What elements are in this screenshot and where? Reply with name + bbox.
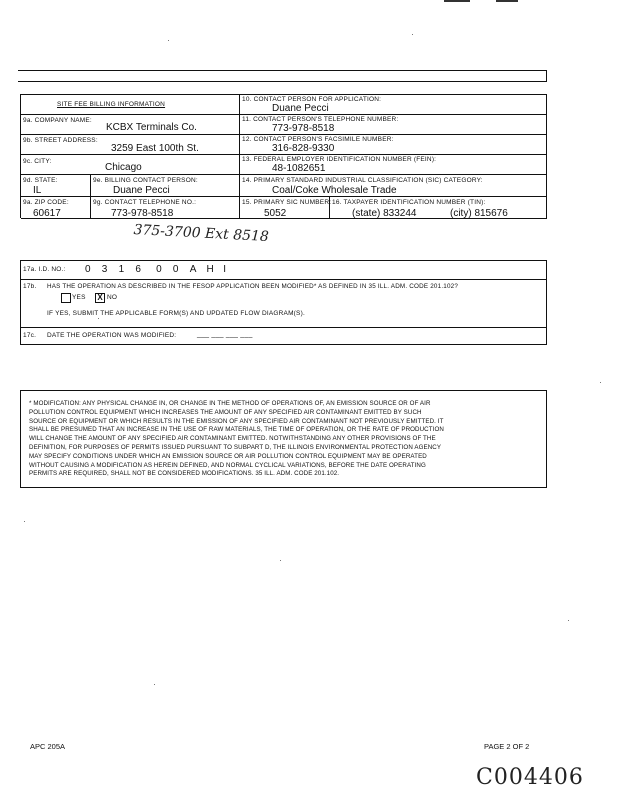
company-name-label: 9a. COMPANY NAME: [23, 117, 92, 124]
top-scan-mark-2 [496, 0, 518, 2]
id-char: 0 [85, 264, 91, 275]
question-17b-number: 17b. [23, 283, 37, 290]
state-value: IL [33, 185, 42, 196]
scan-speck [154, 684, 155, 685]
field-13-value: 48-1082651 [272, 163, 326, 174]
zip-cell [21, 197, 91, 219]
street-value: 3259 East 100th St. [111, 143, 199, 154]
field-10-value: Duane Pecci [272, 103, 329, 114]
field-12-value: 316-828-9330 [272, 143, 335, 154]
zip-label: 9a. ZIP CODE: [23, 199, 69, 206]
id-char: H [206, 264, 214, 275]
question-17c-number: 17c. [23, 332, 37, 339]
question-17b-instruction: IF YES, SUBMIT THE APPLICABLE FORM(S) AND UPDATED FLOW DIAGRAM(S). [47, 310, 305, 317]
form-id: APC 205A [30, 742, 66, 751]
handwritten-phone-note: 375-3700 Ext 8518 [133, 222, 270, 246]
field-15-cell [240, 197, 330, 219]
id-number-label: 17a. I.D. NO.: [23, 266, 66, 273]
city-value: Chicago [105, 162, 142, 173]
field-14-cell [240, 175, 547, 197]
page-number: PAGE 2 OF 2 [484, 742, 530, 751]
state-cell [21, 175, 91, 197]
row-17a [21, 261, 546, 280]
street-cell [21, 135, 240, 155]
question-17c-text: DATE THE OPERATION WAS MODIFIED: [47, 332, 177, 339]
field-13-cell [240, 155, 547, 175]
billing-phone-label: 9g. CONTACT TELEPHONE NO.: [93, 199, 197, 206]
company-name-value: KCBX Terminals Co. [106, 122, 197, 133]
id-char: 1 [118, 264, 125, 275]
footnote-line: POLLUTION CONTROL EQUIPMENT WHICH INCREASES THE AMOUNT OF ANY SPECIFIED AIR CONTAMINANT EMITTED BY SUCH [29, 408, 422, 416]
section-17-box [20, 260, 547, 345]
billing-contact-value: Duane Pecci [113, 185, 170, 196]
bates-number: C004406 [476, 765, 584, 790]
city-label: 9c. CITY: [23, 158, 52, 165]
id-char: 6 [135, 264, 141, 275]
footnote-line: WITHOUT CAUSING A MODIFICATION AS HEREIN DEFINED, AND NORMAL CYCLICAL VARIATIONS, BEFORE THE DATE OPERATING [29, 461, 426, 469]
field-11-value: 773-978-8518 [272, 123, 335, 134]
id-char: 0 [156, 264, 162, 275]
modified-date-field[interactable]: ___ ___ ___ ___ [197, 331, 253, 338]
footnote-line: SOURCE OR EQUIPMENT OR WHICH RESULTS IN THE EMISSION OF ANY SPECIFIED AIR CONTAMINANT NOT PREVIOUSLY EMITTED. IT [29, 417, 444, 425]
scan-speck [168, 40, 169, 41]
scan-speck [98, 318, 99, 319]
scan-speck [568, 620, 569, 621]
question-17b-text: HAS THE OPERATION AS DESCRIBED IN THE FESOP APPLICATION BEEN MODIFIED* AS DEFINED IN 35 ILL. ADM. CODE 201.102? [47, 283, 459, 290]
field-16-label: 16. TAXPAYER IDENTIFICATION NUMBER (TIN): [332, 199, 486, 206]
footnote-line: SHALL BE PRESUMED THAT AN INCREASE IN THE USE OF RAW MATERIALS, THE TIME OF OPERATION, OR THE RATE OF PRODUCTION [29, 426, 444, 434]
billing-contact-cell [91, 175, 240, 197]
field-15-value: 5052 [264, 208, 287, 219]
field-13-label: 13. FEDERAL EMPLOYER IDENTIFICATION NUMBER (FEIN): [242, 156, 437, 163]
field-12-cell [240, 135, 547, 155]
yes-checkbox[interactable] [61, 293, 71, 303]
id-number-chars [85, 264, 233, 275]
zip-value: 60617 [33, 208, 61, 219]
modification-definition [29, 400, 444, 479]
state-label: 9d. STATE: [23, 177, 58, 184]
yes-label: YES [72, 294, 86, 301]
billing-contact-table [20, 94, 547, 218]
field-16-state-value: (state) 833244 [352, 208, 417, 219]
field-11-cell [240, 115, 547, 135]
scan-speck [280, 560, 281, 561]
billing-contact-label: 9e. BILLING CONTACT PERSON: [93, 177, 198, 184]
field-10-label: 10. CONTACT PERSON FOR APPLICATION: [242, 96, 382, 103]
top-scan-mark [444, 0, 470, 2]
footnote-line: WILL CHANGE THE AMOUNT OF ANY SPECIFIED AIR CONTAMINANT EMITTED. NOTWITHSTANDING ANY OTHER PROVISIONS OF THE [29, 435, 436, 443]
scan-speck [24, 521, 25, 522]
field-16-cell [330, 197, 547, 219]
row-17b [21, 279, 546, 328]
footnote-line: DEFINITION, FOR PURPOSES OF PERMITS ISSUED PURSUANT TO SUBPART D, THE ILLINOIS ENVIRONMENTAL PROTECTION AGENCY [29, 443, 442, 451]
company-name-cell [21, 115, 240, 135]
field-16-city-value: (city) 815676 [450, 208, 508, 219]
street-label: 9b. STREET ADDRESS: [23, 137, 98, 144]
modification-footnote-box [20, 390, 547, 488]
field-12-label: 12. CONTACT PERSON'S FACSIMILE NUMBER: [242, 136, 394, 143]
billing-phone-cell [91, 197, 240, 219]
scan-speck [412, 34, 413, 35]
id-char: I [223, 264, 227, 275]
city-cell [21, 155, 240, 175]
field-14-value: Coal/Coke Wholesale Trade [272, 185, 397, 196]
no-label: NO [107, 294, 118, 301]
billing-header: SITE FEE BILLING INFORMATION [57, 101, 166, 108]
field-14-label: 14. PRIMARY STANDARD INDUSTRIAL CLASSIFICATION (SIC) CATEGORY: [242, 177, 483, 184]
field-11-label: 11. CONTACT PERSON'S TELEPHONE NUMBER: [242, 116, 399, 123]
footnote-line: MAY SPECIFY CONDITIONS UNDER WHICH AN EMISSION SOURCE OR AIR POLLUTION CONTROL EQUIPMENT MAY BE OPERATED [29, 452, 427, 460]
billing-phone-value: 773-978-8518 [111, 208, 174, 219]
id-char: A [189, 264, 197, 275]
id-char: 0 [172, 264, 179, 275]
id-char: 3 [101, 264, 108, 275]
header-rule-box [18, 70, 547, 82]
billing-header-cell [21, 95, 240, 115]
row-17c [21, 327, 546, 344]
field-15-label: 15. PRIMARY SIC NUMBER: [242, 199, 332, 206]
footnote-line: * MODIFICATION: ANY PHYSICAL CHANGE IN, OR CHANGE IN THE METHOD OF OPERATIONS OF, AN EMISSION SOURCE OR OF AIR [29, 400, 431, 407]
footnote-line: PERMITS ARE REQUIRED, SHALL NOT BE CONSIDERED MODIFICATIONS. 35 ILL. ADM. CODE 201.102. [29, 470, 340, 478]
field-10-cell [240, 95, 547, 115]
no-checkbox[interactable]: X [95, 293, 105, 303]
scan-speck [600, 382, 601, 383]
